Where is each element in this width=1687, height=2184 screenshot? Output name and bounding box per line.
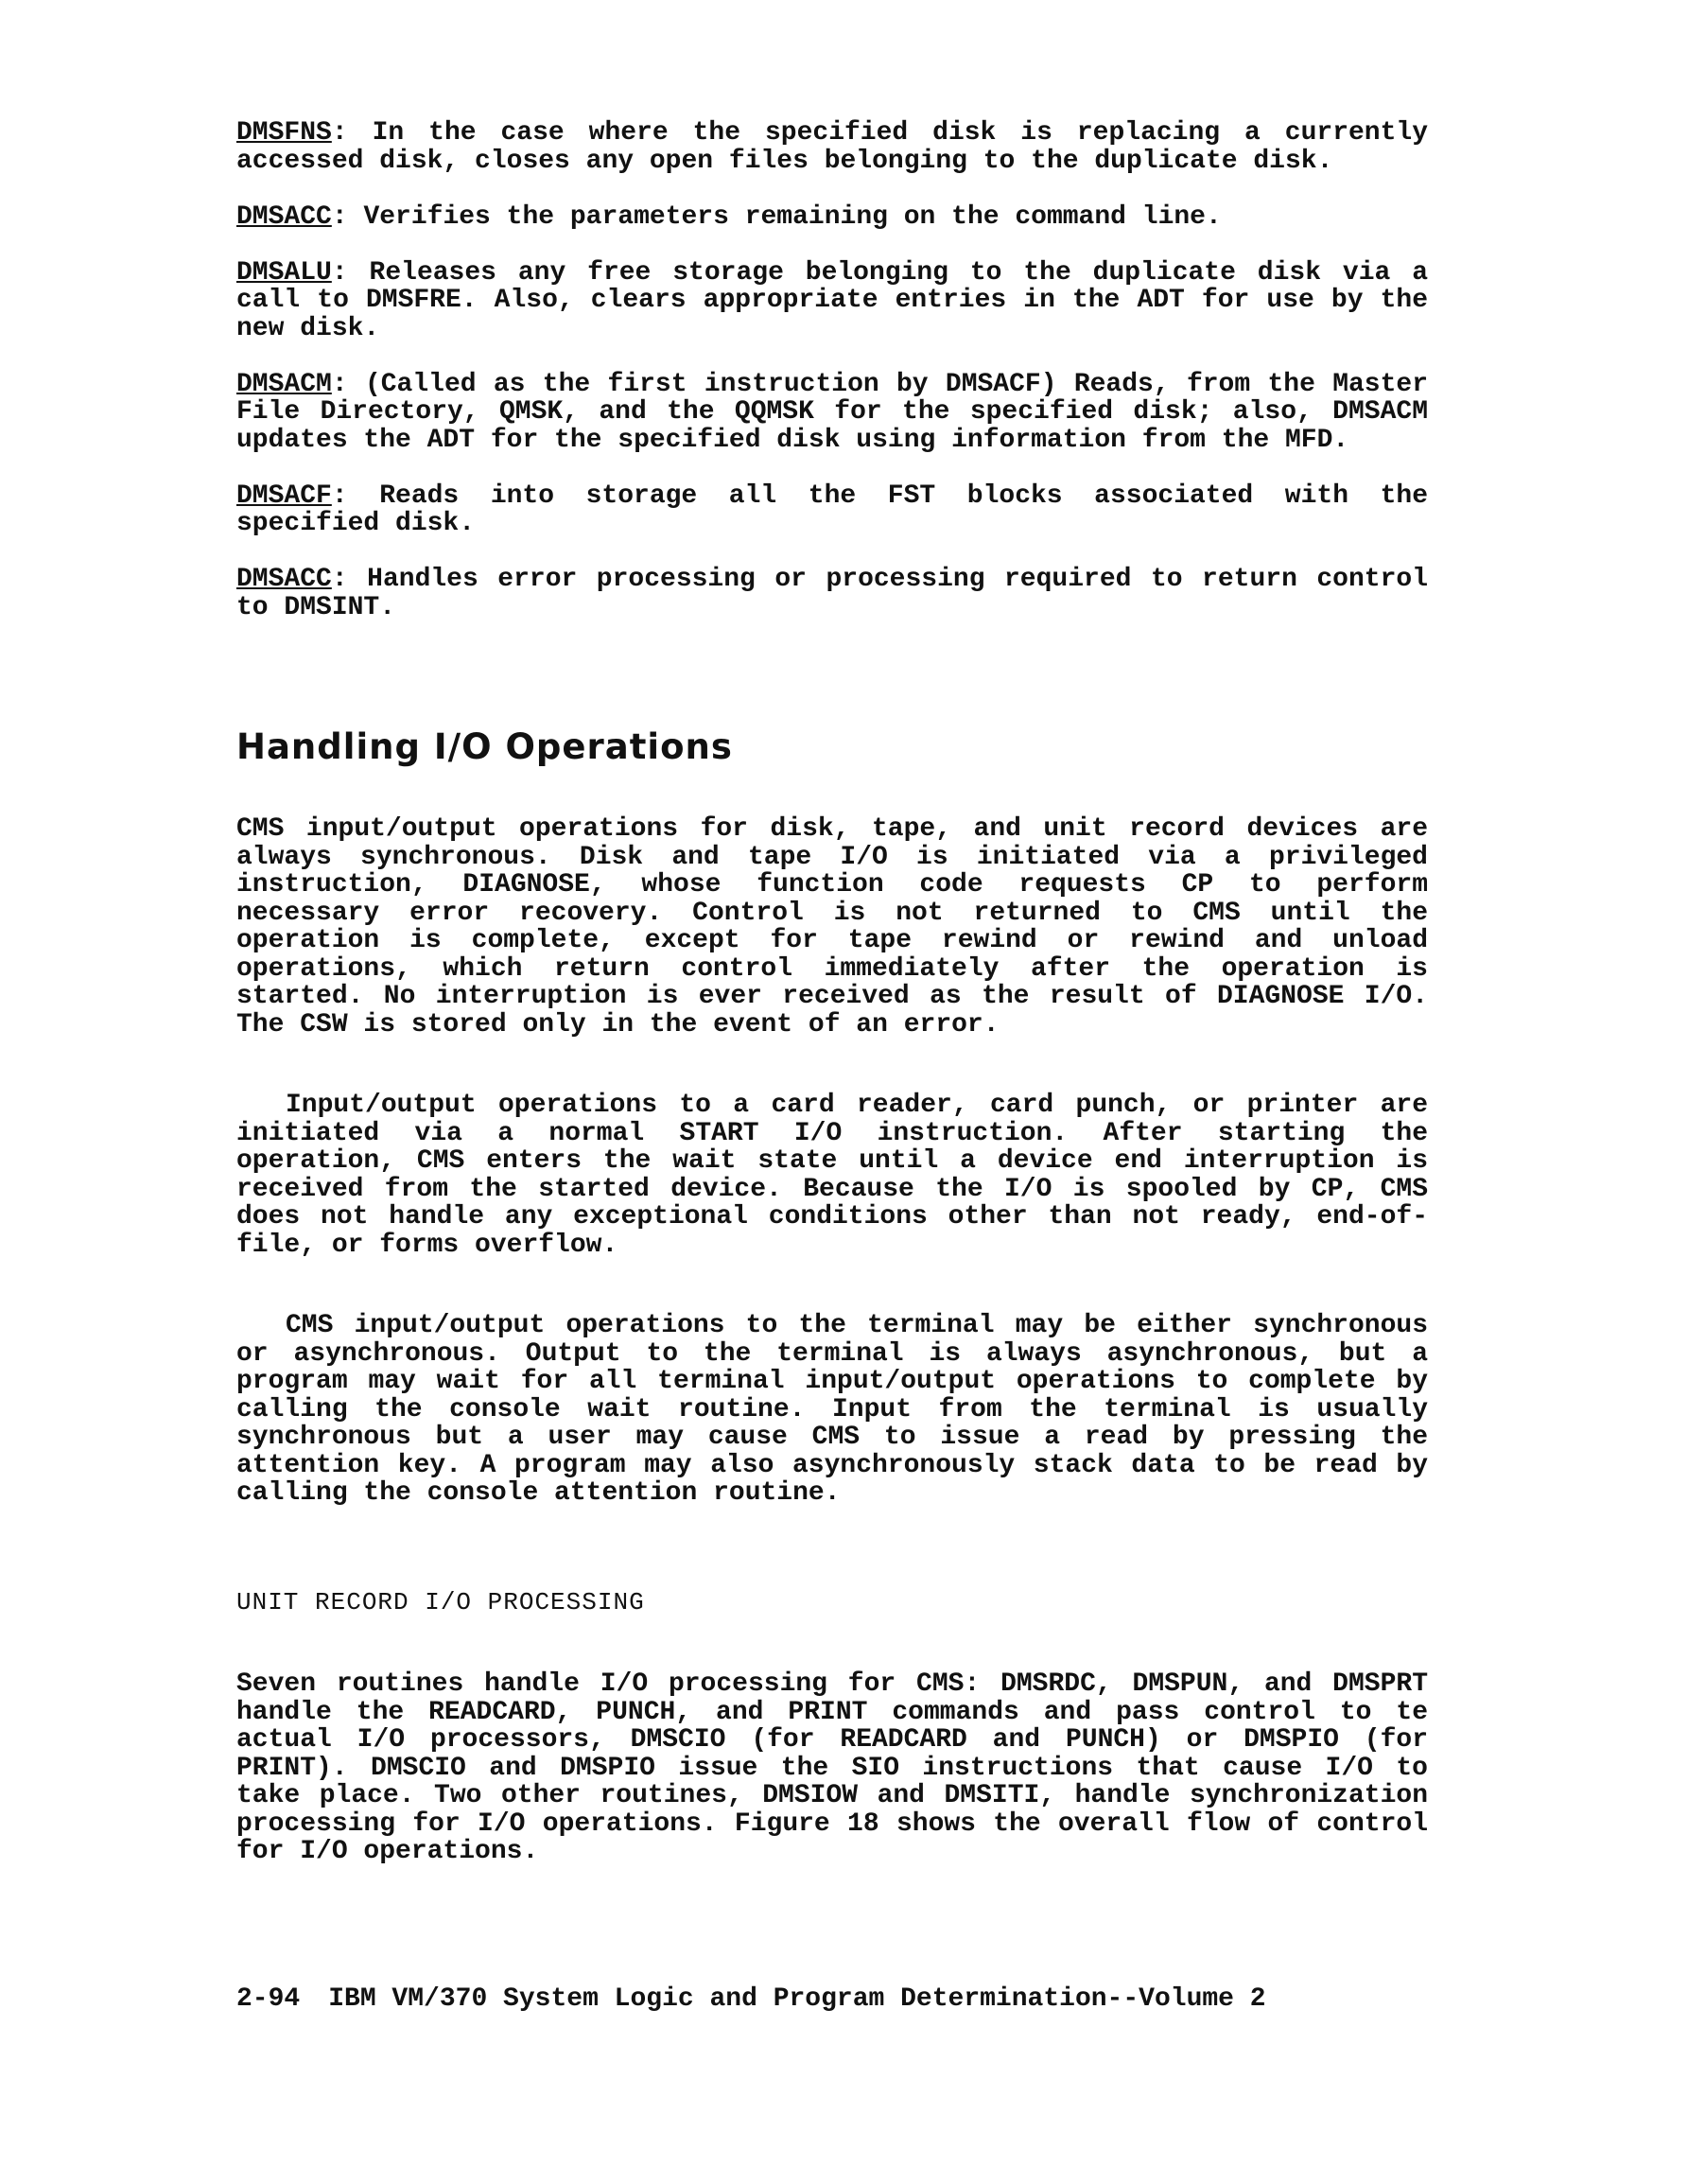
routine-list — [236, 119, 1428, 650]
routine-entry: DMSALU: Releases any free storage belonging to the duplicate disk via a call to DMSFRE. Also, clears appropriate entries in the ADT for use by the new disk. — [236, 257, 1428, 343]
page-number: 2-94 — [236, 1984, 301, 2014]
section-body — [236, 1092, 1428, 1259]
routine-name: DMSACC — [236, 565, 332, 594]
routine-entry: DMSACC: Handles error processing or processing required to return control to DMSINT. — [236, 565, 1429, 622]
subsection-heading: UNIT RECORD I/O PROCESSING — [236, 1588, 645, 1616]
routine-description: Releases any free storage belonging to the duplicate disk via a call to DMSFRE. Also, clears appropriate entries in the ADT for use by the new disk. — [236, 257, 1428, 343]
routine-description: Handles error processing or processing required to return control to DMSINT. — [236, 565, 1429, 622]
routine-description: Verifies the parameters remaining on the command line. — [363, 201, 1222, 232]
routine-entry: DMSACM: (Called as the first instruction by DMSACF) Reads, from the Master File Directory, QMSK, and the QQMSK for the specified disk; also, DMSACM updates the ADT for the specified disk using information from the MFD. — [236, 369, 1429, 455]
page-footer — [236, 1984, 1266, 2014]
footer-title: IBM VM/370 System Logic and Program Determination--Volume 2 — [328, 1984, 1266, 2014]
paragraph: Input/output operations to a card reader, card punch, or printer are initiated via a normal START I/O instruction. After starting the operation, CMS enters the wait state until a device end interruption is received from the started device. Because the I/O is spooled by CP, CMS does not handle any exceptional conditions other than not ready, end-of-file, or forms overflow. — [236, 1091, 1428, 1260]
routine-entry: DMSACF: Reads into storage all the FST blocks associated with the specified disk. — [236, 480, 1428, 538]
section-body — [236, 1312, 1428, 1508]
paragraph: CMS input/output operations for disk, tape, and unit record devices are always synchronous. Disk and tape I/O is initiated via a privileged instruction, DIAGNOSE, whose function code requests CP to perform necessary error recovery. Control is not returned to CMS until the operation is complete, except for tape rewind or rewind and unload operations, which return control immediately after the operation is started. No interruption is ever received as the result of DIAGNOSE I/O. The CSW is stored only in the event of an error. — [236, 814, 1428, 1040]
subsection-body — [236, 1670, 1428, 1866]
subsection — [236, 1589, 1428, 1617]
routine-name: DMSACF — [236, 480, 332, 511]
routine-name: DMSACC — [236, 201, 332, 232]
routine-entry: DMSACC: Verifies the parameters remaining on the command line. — [236, 201, 1222, 232]
routine-name: DMSALU — [236, 257, 332, 288]
section-body — [236, 815, 1428, 1039]
paragraph: CMS input/output operations to the terminal may be either synchronous or asynchronous. Output to the terminal is always asynchronous, but a program may wait for all terminal input/output operations to complete by calling the console wait routine. Input from the terminal is usually synchronous but a user may cause CMS to issue a read by pressing the attention key. A program may also asynchronously stack data to be read by calling the console attention routine. — [236, 1311, 1428, 1508]
routine-description: (Called as the first instruction by DMSACF) Reads, from the Master File Directory, QMSK, and the QQMSK for the specified disk; also, DMSACM updates the ADT for the specified disk using information from the MFD. — [236, 369, 1429, 455]
routine-description: Reads into storage all the FST blocks associated with the specified disk. — [236, 480, 1428, 538]
routine-name: DMSACM — [236, 369, 332, 399]
paragraph: Seven routines handle I/O processing for CMS: DMSRDC, DMSPUN, and DMSPRT handle the READCARD, PUNCH, and PRINT commands and pass control to te actual I/O processors, DMSCIO (for READCARD and PUNCH) or DMSPIO (for PRINT). DMSCIO and DMSPIO issue the SIO instructions that cause I/O to take place. Two other routines, DMSIOW and DMSITI, handle synchronization processing for I/O operations. Figure 18 shows the overall flow of control for I/O operations. — [236, 1669, 1428, 1866]
routine-entry: DMSFNS: In the case where the specified disk is replacing a currently accessed disk, closes any open files belonging to the duplicate disk. — [236, 118, 1429, 176]
section-heading: Handling I/O Operations — [236, 726, 733, 767]
routine-name: DMSFNS — [236, 118, 332, 148]
routine-description: In the case where the specified disk is replacing a currently accessed disk, closes any open files belonging to the duplicate disk. — [236, 118, 1429, 176]
